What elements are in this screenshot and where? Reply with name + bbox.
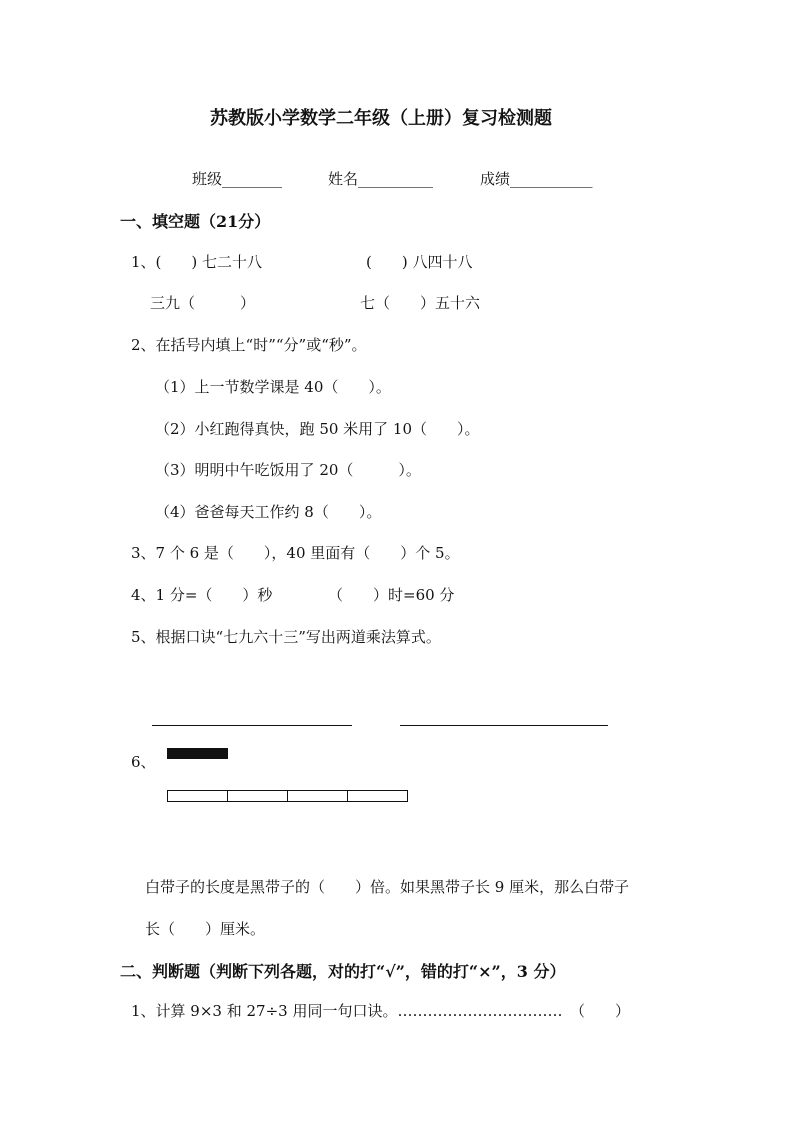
class-field[interactable]: 班级________	[192, 170, 283, 188]
section-true-false-heading: 二、判断题（判断下列各题，对的打“√”，错的打“×”，3 分）	[120, 962, 566, 981]
q1-item-a: 1、( ) 七二十八	[131, 253, 263, 271]
white-tape-segment	[228, 791, 288, 801]
q6-text-line-2: 长（ ）厘米。	[145, 920, 266, 938]
q1-item-d: 七（ ）五十六	[360, 294, 481, 312]
tf-q1-text: 1、计算 9×3 和 27÷3 用同一句口诀。…………………………… （ ）	[131, 1002, 630, 1020]
q6-text-line-1: 白带子的长度是黑带子的（ ）倍。如果黑带子长 9 厘米，那么白带子	[145, 878, 630, 896]
q4-item-a: 4、1 分=（ ）秒	[131, 586, 273, 604]
q2-stem: 2、在括号内填上“时”“分”或“秒”。	[131, 336, 367, 354]
black-tape	[167, 748, 228, 759]
name-field[interactable]: 姓名__________	[328, 170, 434, 188]
q4-item-b: （ ）时=60 分	[328, 586, 455, 604]
q3-text: 3、7 个 6 是（ ），40 里面有（ ）个 5。	[131, 544, 460, 562]
white-tape-segment	[168, 791, 228, 801]
white-tape	[167, 790, 408, 802]
q6-label: 6、	[131, 753, 156, 771]
q5-answer-line-1[interactable]	[152, 725, 352, 726]
q2-item-4: （4）爸爸每天工作约 8（ ）。	[155, 503, 382, 521]
q2-item-2: （2）小红跑得真快，跑 50 米用了 10（ ）。	[155, 420, 480, 438]
white-tape-segment	[288, 791, 348, 801]
q5-text: 5、根据口诀“七九六十三”写出两道乘法算式。	[131, 628, 441, 646]
page-title: 苏教版小学数学二年级（上册）复习检测题	[210, 108, 552, 129]
q5-answer-line-2[interactable]	[400, 725, 608, 726]
q2-item-3: （3）明明中午吃饭用了 20（ ）。	[155, 461, 421, 479]
q1-item-c: 三九（ ）	[150, 294, 256, 312]
q1-item-b: ( ) 八四十八	[366, 253, 473, 271]
q2-item-1: （1）上一节数学课是 40（ ）。	[155, 378, 391, 396]
section-fill-blanks-heading: 一、填空题（21分）	[120, 212, 271, 231]
white-tape-segment	[348, 791, 407, 801]
score-field[interactable]: 成绩___________	[480, 170, 593, 188]
